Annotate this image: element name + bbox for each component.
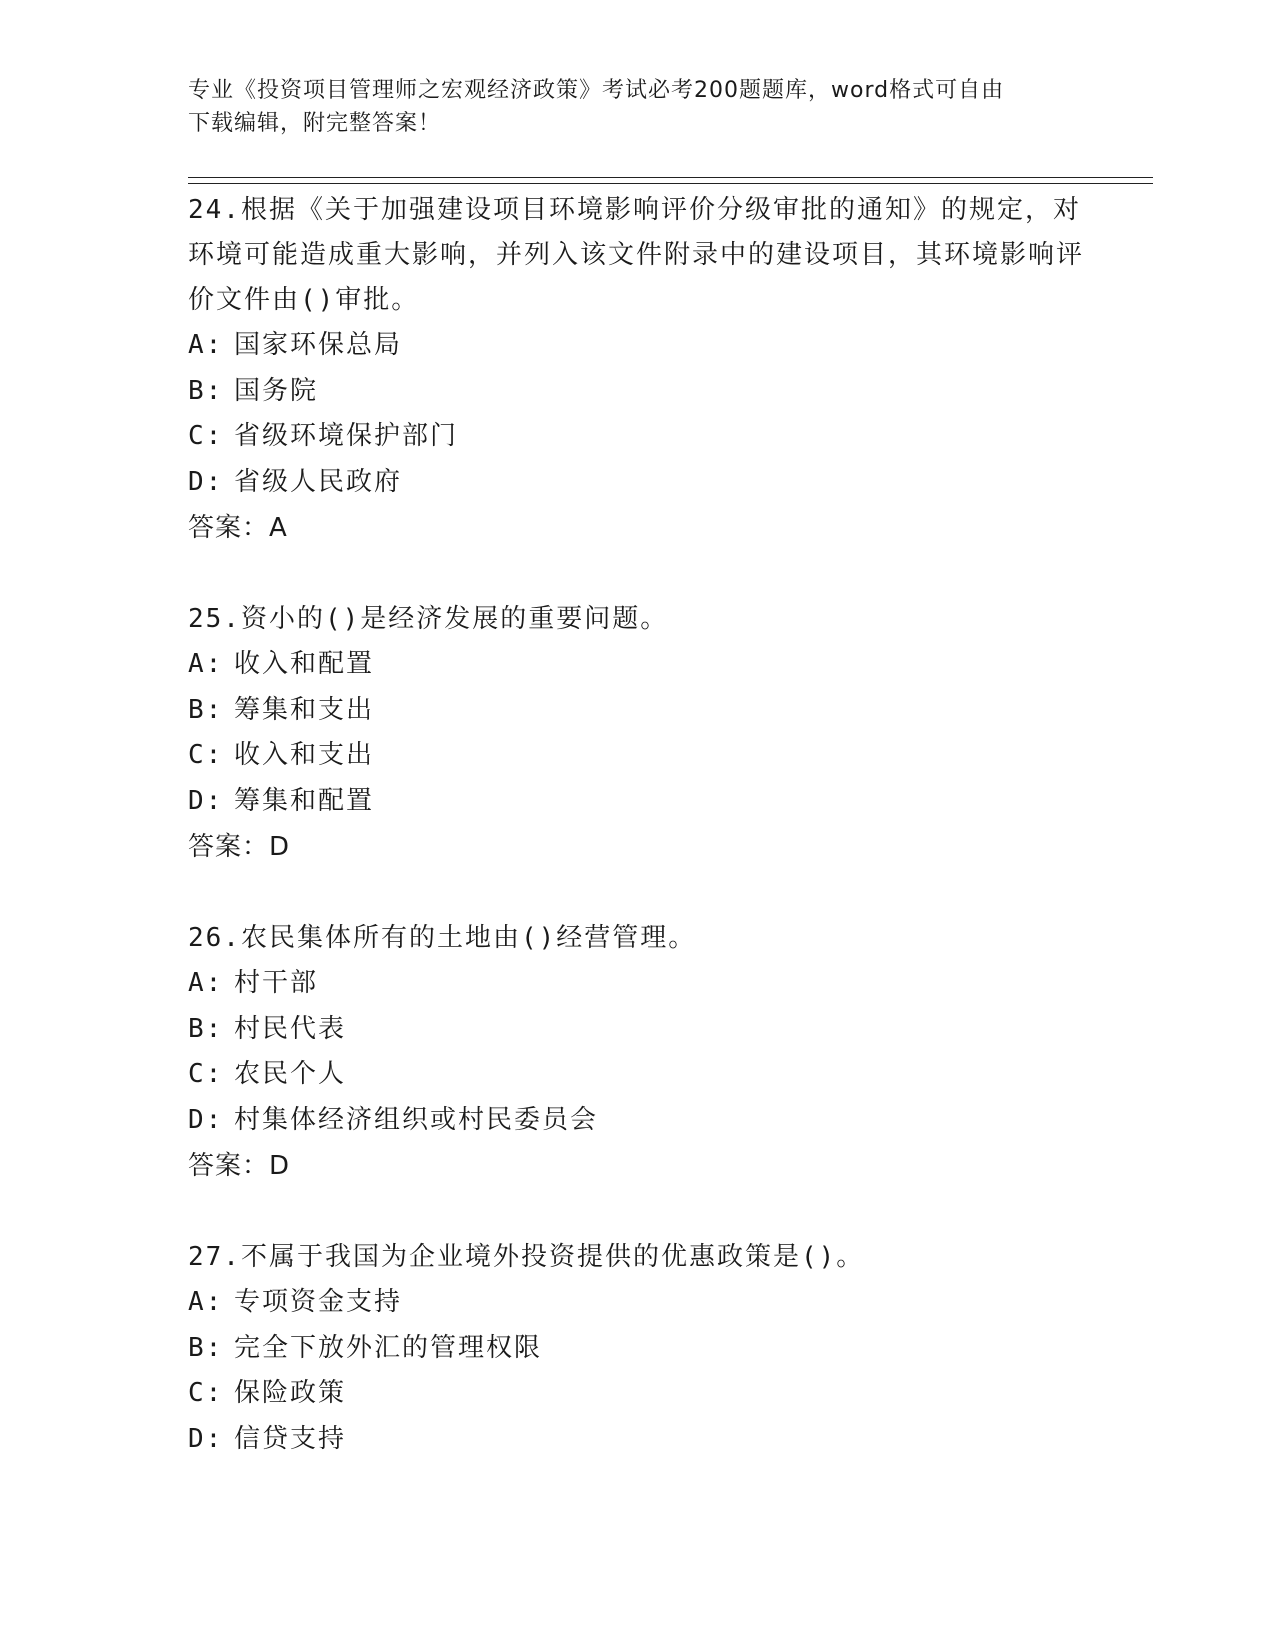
- question-text: 24.根据《关于加强建设项目环境影响评价分级审批的通知》的规定，对环境可能造成重大影响，并列入该文件附录中的建设项目，其环境影响评价文件由()审批。: [188, 195, 1085, 315]
- option-text: 省级人民政府: [234, 466, 403, 497]
- option-text: 收入和支出: [234, 740, 375, 770]
- option-c: [188, 414, 1088, 460]
- option-text: 完全下放外汇的管理权限: [234, 1332, 543, 1363]
- option-d: [188, 460, 1088, 506]
- option-text: 筹集和支出: [234, 694, 375, 725]
- header-divider-bottom: [188, 183, 1153, 184]
- option-letter: D:: [188, 785, 224, 816]
- question-27: [188, 1235, 1088, 1462]
- question-25: [188, 597, 1088, 870]
- question-text: 27.不属于我国为企业境外投资提供的优惠政策是()。: [188, 1242, 865, 1272]
- option-text: 筹集和配置: [234, 785, 375, 816]
- answer-line: 答案：D: [188, 1151, 291, 1181]
- option-a: [188, 323, 1088, 369]
- option-letter: D:: [188, 1104, 224, 1135]
- option-b: [188, 369, 1088, 415]
- option-d: [188, 779, 1088, 825]
- option-c: [188, 1371, 1088, 1417]
- option-letter: B:: [188, 1332, 224, 1363]
- option-a: [188, 642, 1088, 688]
- option-text: 村集体经济组织或村民委员会: [234, 1104, 599, 1135]
- option-letter: D:: [188, 466, 224, 497]
- option-text: 收入和配置: [234, 649, 375, 679]
- option-letter: B:: [188, 1013, 224, 1044]
- option-d: [188, 1098, 1088, 1144]
- header-line-2: 下载编辑，附完整答案！: [188, 111, 442, 136]
- option-text: 国务院: [234, 375, 319, 406]
- option-letter: B:: [188, 375, 224, 406]
- option-letter: B:: [188, 694, 224, 725]
- answer-line: 答案：A: [188, 513, 288, 543]
- option-letter: C:: [188, 1059, 224, 1089]
- option-letter: A:: [188, 649, 224, 679]
- option-b: [188, 1007, 1088, 1053]
- answer-line: 答案：D: [188, 832, 291, 862]
- header-divider-top: [188, 177, 1153, 178]
- option-letter: D:: [188, 1423, 224, 1454]
- option-text: 省级环境保护部门: [234, 421, 459, 451]
- question-24: [188, 188, 1088, 551]
- option-letter: C:: [188, 421, 224, 451]
- option-b: [188, 1326, 1088, 1372]
- option-d: [188, 1417, 1088, 1463]
- question-text: 26.农民集体所有的土地由()经营管理。: [188, 923, 697, 953]
- option-letter: A:: [188, 1287, 224, 1317]
- option-letter: C:: [188, 740, 224, 770]
- option-b: [188, 688, 1088, 734]
- option-a: [188, 1280, 1088, 1326]
- option-text: 国家环保总局: [234, 330, 403, 360]
- question-26: [188, 916, 1088, 1189]
- option-c: [188, 733, 1088, 779]
- option-text: 信贷支持: [234, 1423, 347, 1454]
- option-letter: C:: [188, 1378, 224, 1408]
- option-letter: A:: [188, 968, 224, 998]
- question-text: 25.资小的()是经济发展的重要问题。: [188, 604, 669, 634]
- option-text: 村民代表: [234, 1013, 347, 1044]
- document-header: [188, 74, 1088, 140]
- header-line-1: 专业《投资项目管理师之宏观经济政策》考试必考200题题库，word格式可自由: [188, 78, 1005, 103]
- option-letter: A:: [188, 330, 224, 360]
- option-c: [188, 1052, 1088, 1098]
- option-a: [188, 961, 1088, 1007]
- option-text: 村干部: [234, 968, 319, 998]
- option-text: 农民个人: [234, 1059, 347, 1089]
- option-text: 保险政策: [234, 1378, 347, 1408]
- option-text: 专项资金支持: [234, 1287, 403, 1317]
- question-list: [188, 188, 1088, 1508]
